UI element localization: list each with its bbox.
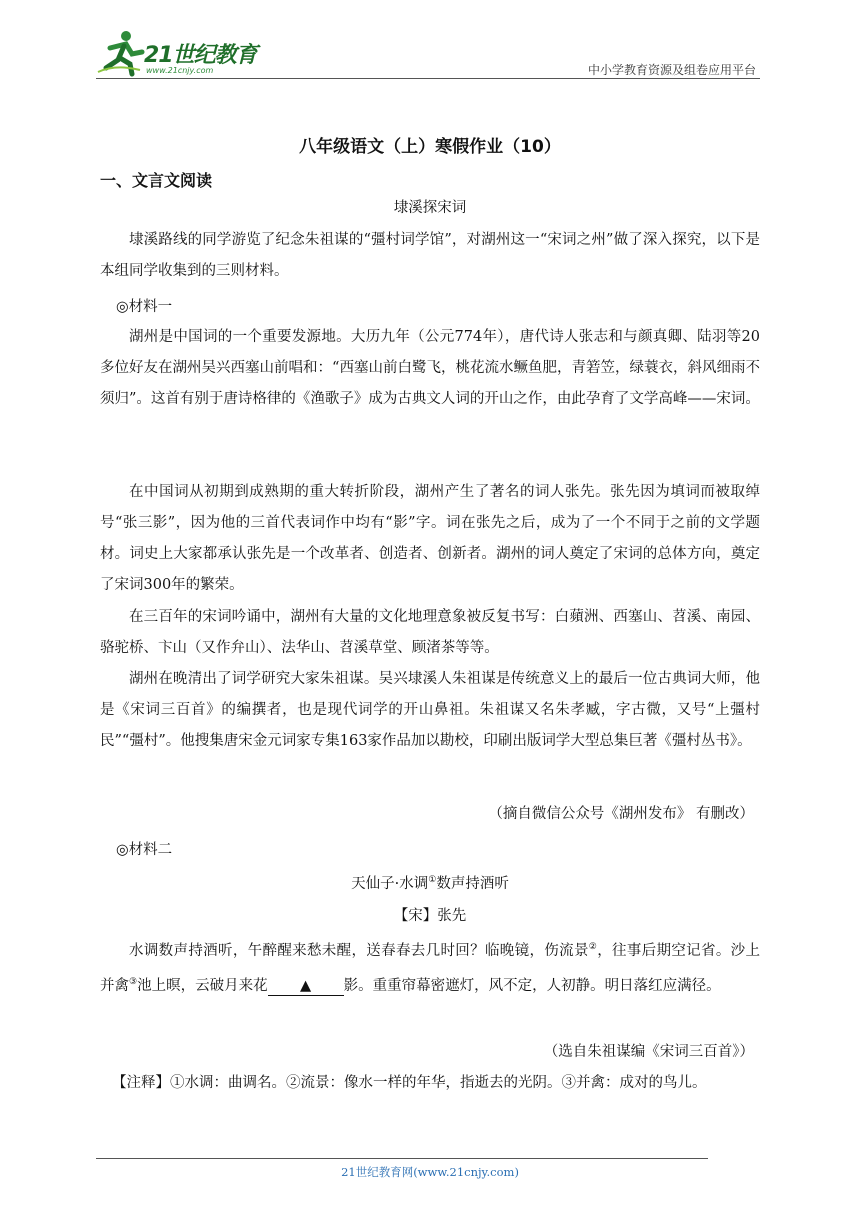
- logo-text: 21世纪教育: [144, 43, 257, 68]
- footer-divider: [96, 1158, 708, 1159]
- footer-link[interactable]: 21世纪教育网(www.21cnjy.com): [341, 1165, 519, 1179]
- material-one-paragraph-3: 在三百年的宋词吟诵中，湖州有大量的文化地理意象被反复书写：白蘋洲、西塞山、苕溪、南园、骆驼桥、卞山（又作弁山）、法华山、苕溪草堂、顾渚茶等等。: [100, 609, 760, 656]
- article-title: 埭溪探宋词: [393, 200, 467, 216]
- material-one-source: （摘自微信公众号《湖州发布》 有删改）: [488, 806, 754, 822]
- poem-text: 水调数声持酒听，午醉醒来愁未醒，送春春去几时回？临晚镜，伤流景②，往事后期空记省。沙上并禽③池上暝，云破月来花 ▲ 影。重重帘幕密遮灯，风不定，人初静。明日落红应满径。: [100, 942, 761, 994]
- poem-notes: 【注释】①水调：曲调名。②流景：像水一样的年华，指逝去的光阴。③并禽：成对的鸟儿。: [112, 1075, 707, 1091]
- material-two-source: （选自朱祖谋编《宋词三百首》）: [543, 1044, 754, 1060]
- site-logo[interactable]: [96, 28, 266, 80]
- page-header: [96, 28, 760, 80]
- poem-title: 天仙子·水调①数声持酒听: [351, 875, 509, 892]
- material-one-paragraph-2: 在中国词从初期到成熟期的重大转折阶段，湖州产生了著名的词人张先。张先因为填词而被取绰号“张三影”，因为他的三首代表词作中均有“影”字。词在张先之后，成为了一个不同于之前的文学题材。词史上大家都承认张先是一个改革者、创造者、创新者。湖州的词人奠定了宋词的总体方向，奠定了宋词300年的繁荣。: [100, 484, 760, 593]
- material-two-label: ◎材料二: [116, 842, 173, 858]
- material-one-label: ◎材料一: [116, 299, 173, 315]
- logo-url: www.21cnjy.com: [146, 66, 214, 75]
- runner-logo-icon: [96, 28, 146, 78]
- header-divider: [96, 78, 760, 79]
- page-title: 八年级语文（上）寒假作业（10）: [299, 137, 561, 157]
- material-one-paragraph-4: 湖州在晚清出了词学研究大家朱祖谋。吴兴埭溪人朱祖谋是传统意义上的最后一位古典词大师，他是《宋词三百首》的编撰者，也是现代词学的开山鼻祖。朱祖谋又名朱孝臧，字古微，又号“上彊村民”“彊村”。他搜集唐宋金元词家专集163家作品加以勘校，印刷出版词学大型总集巨著《彊村丛书》。: [100, 671, 760, 749]
- answer-blank[interactable]: ▲: [268, 977, 344, 996]
- material-one-paragraph-1: 湖州是中国词的一个重要发源地。大历九年（公元774年），唐代诗人张志和与颜真卿、陆羽等20多位好友在湖州吴兴西塞山前唱和：“西塞山前白鹭飞，桃花流水鳜鱼肥，青箬笠，绿蓑衣，斜风细雨不须归”。这首有别于唐诗格律的《渔歌子》成为古典文人词的开山之作，由此孕育了文学高峰——宋词。: [100, 329, 760, 407]
- section-heading: 一、文言文阅读: [100, 171, 213, 190]
- intro-paragraph: 埭溪路线的同学游览了纪念朱祖谋的“彊村词学馆”，对湖州这一“宋词之州”做了深入探究，以下是本组同学收集到的三则材料。: [100, 232, 760, 279]
- poem-author: 【宋】张先: [393, 908, 467, 924]
- platform-name: 中小学教育资源及组卷应用平台: [587, 63, 756, 77]
